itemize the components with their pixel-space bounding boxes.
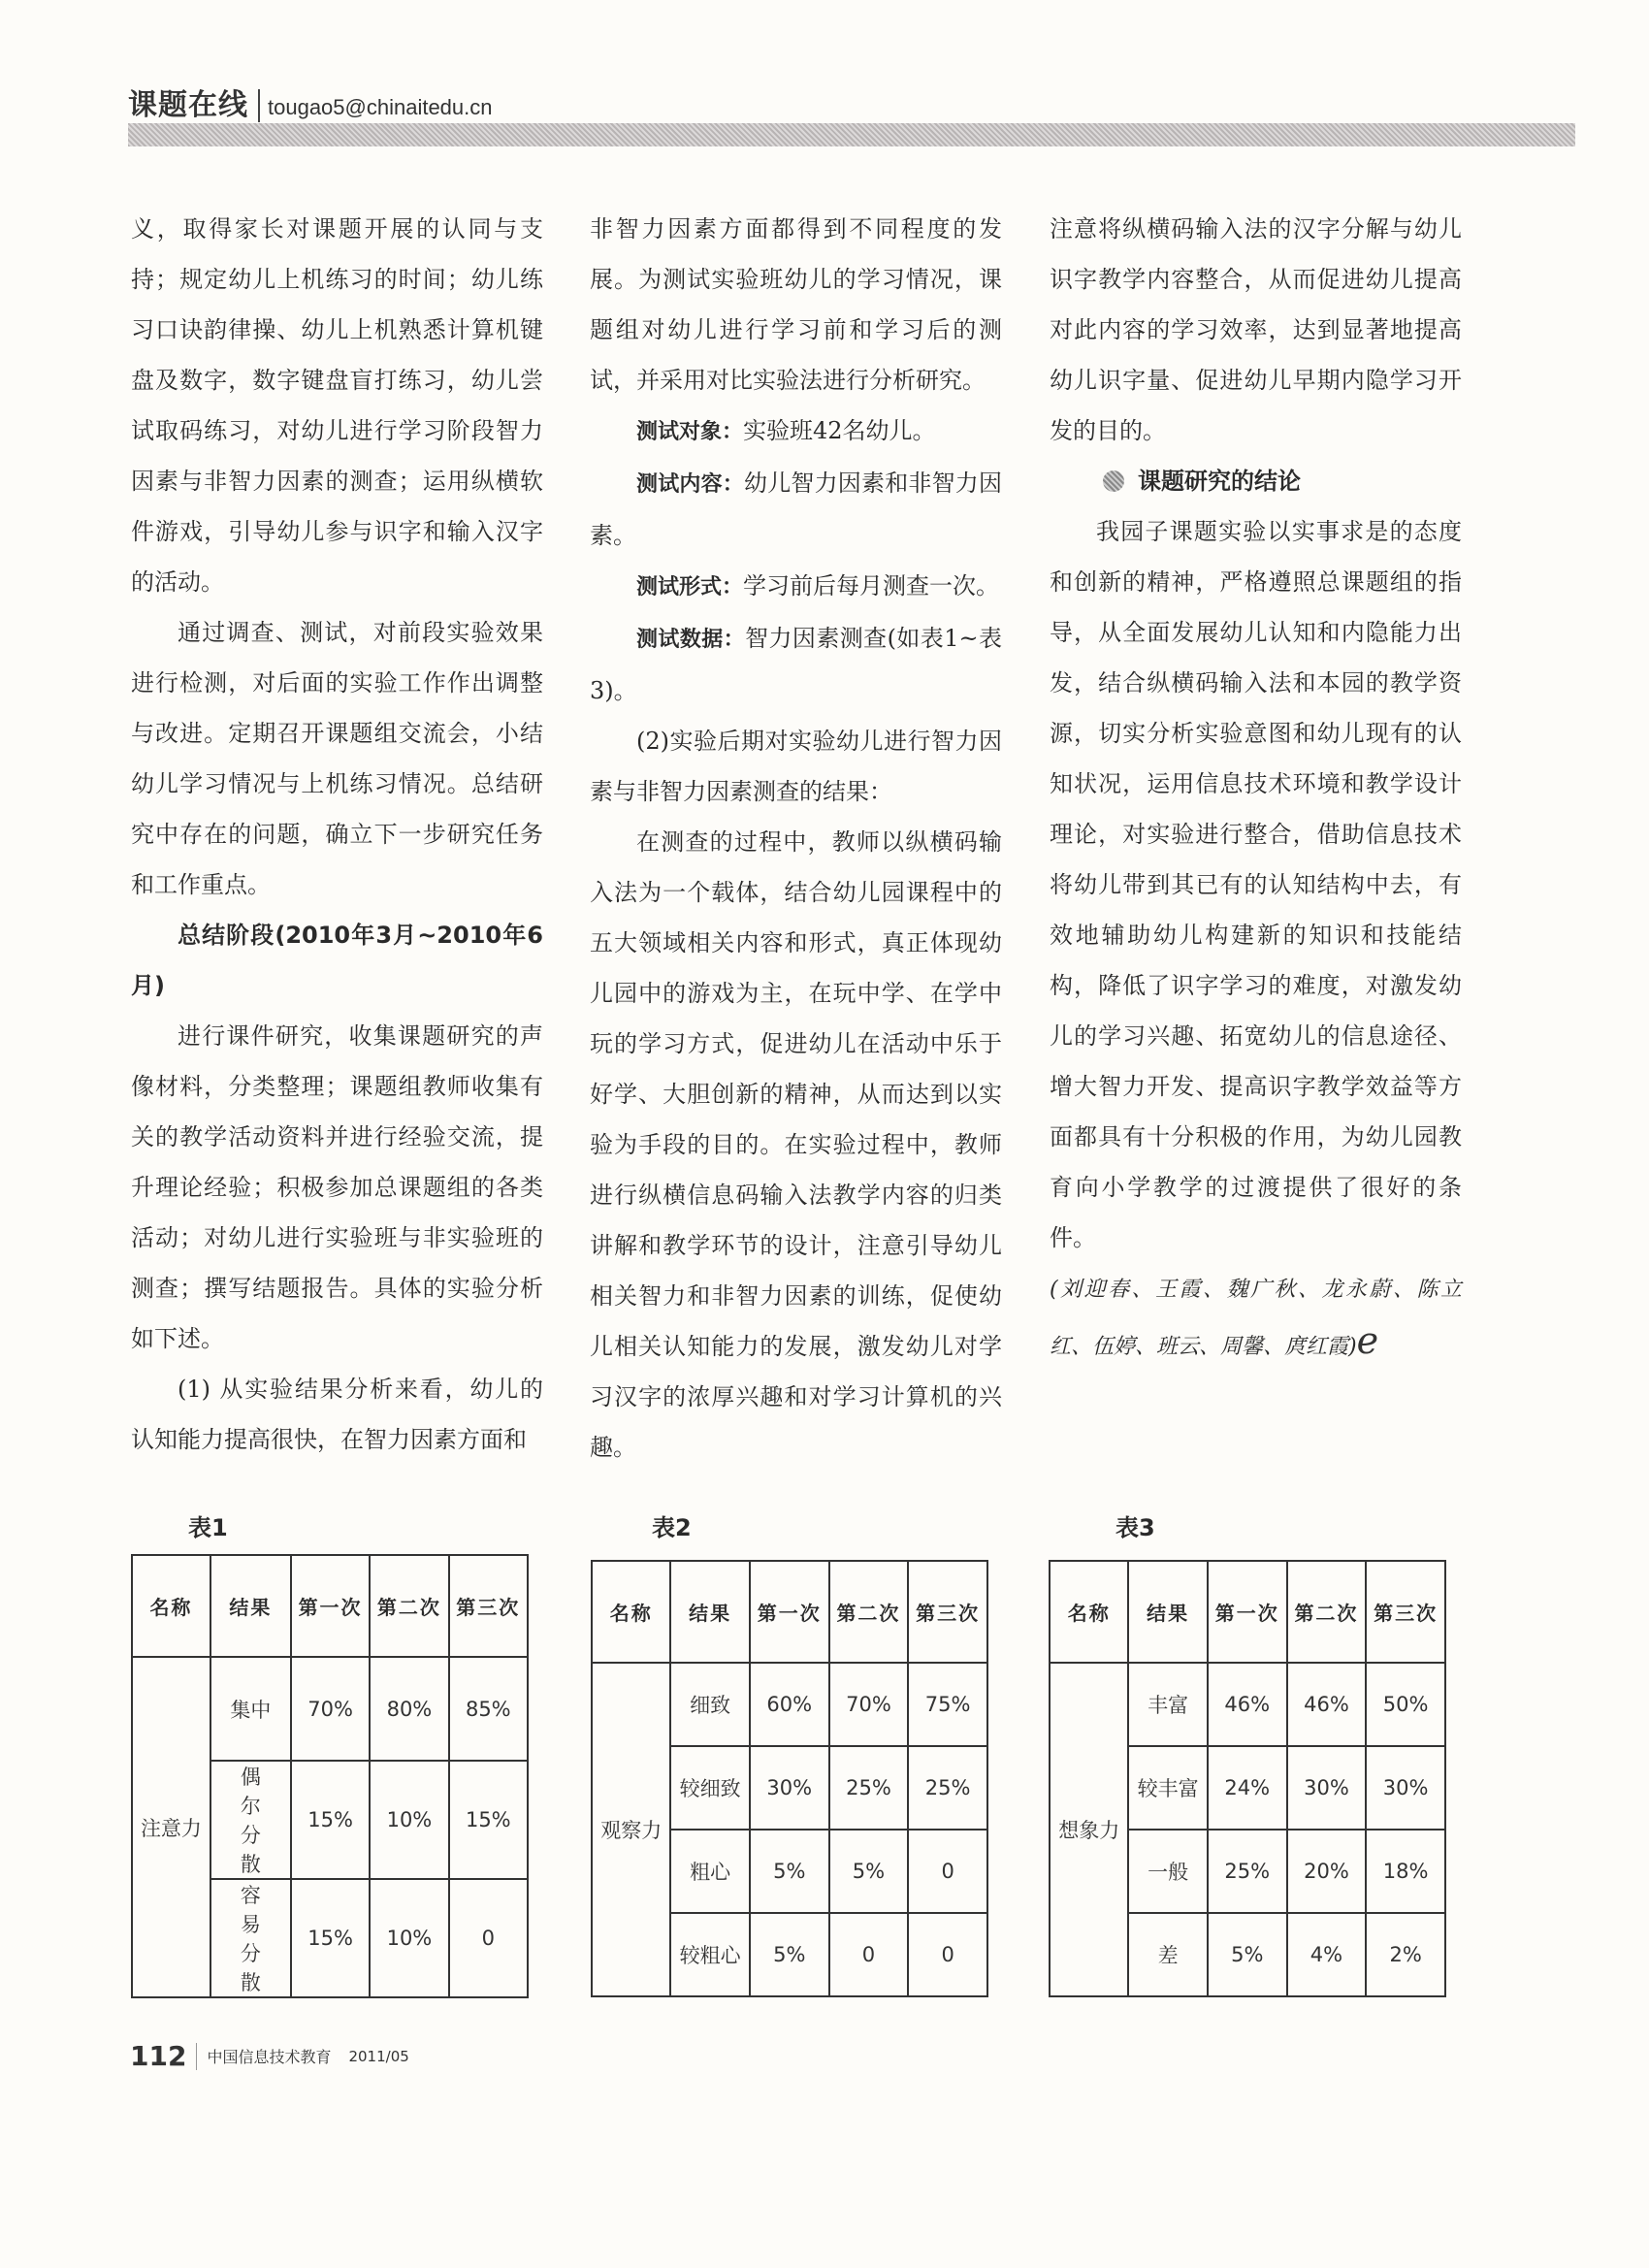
value-cell: 25% bbox=[1208, 1830, 1287, 1913]
table-header-row bbox=[132, 1555, 528, 1657]
value-cell: 70% bbox=[829, 1663, 909, 1746]
paragraph: 在测查的过程中，教师以纵横码输入法为一个载体，结合幼儿园课程中的五大领域相关内容和形式，真正体现幼儿园中的游戏为主，在玩中学、在学中玩的学习方式，促进幼儿在活动中乐于好学、大胆创新的精神，从而达到以实验为手段的目的。在实验过程中，教师进行纵横信息码输入法教学内容的归类讲解和教学环节的设计，注意引导幼儿相关智力和非智力因素的训练，促使幼儿相关认知能力的发展，激发幼儿对学习汉字的浓厚兴趣和对学习计算机的兴趣。 bbox=[590, 828, 1002, 1461]
test-item-subject bbox=[590, 405, 1002, 458]
section-heading bbox=[1050, 456, 1462, 506]
value-cell: 50% bbox=[1366, 1663, 1445, 1746]
value-cell: 46% bbox=[1208, 1663, 1287, 1746]
paragraph: 通过调查、测试，对前段实验效果进行检测，对后面的实验工作作出调整与改进。定期召开课题组交流会，小结幼儿学习情况与上机练习情况。总结研究中存在的问题，确立下一步研究任务和工作重点。 bbox=[131, 619, 543, 898]
header-cell: 第一次 bbox=[1208, 1561, 1287, 1663]
value-cell: 60% bbox=[750, 1663, 829, 1746]
result-cell: 细致 bbox=[670, 1663, 749, 1746]
value-cell: 20% bbox=[1287, 1830, 1367, 1913]
section-heading-text: 课题研究的结论 bbox=[1138, 468, 1301, 495]
footer-divider bbox=[196, 2043, 197, 2070]
test-item-label: 测试内容： bbox=[636, 472, 744, 497]
value-cell: 5% bbox=[1208, 1913, 1287, 1996]
page-number: 112 bbox=[130, 2040, 187, 2072]
text-column-3 bbox=[1050, 204, 1462, 1373]
value-cell: 30% bbox=[750, 1746, 829, 1830]
running-header bbox=[128, 83, 493, 122]
result-cell: 较细致 bbox=[670, 1746, 749, 1830]
value-cell: 25% bbox=[829, 1746, 909, 1830]
header-cell: 第二次 bbox=[829, 1561, 909, 1663]
test-item-text: 学习前后每月测查一次。 bbox=[743, 572, 1000, 599]
paragraph: (2)实验后期对实验幼儿进行智力因素与非智力因素测查的结果： bbox=[590, 728, 1002, 805]
test-item-label: 测试形式： bbox=[636, 575, 744, 599]
result-cell: 较粗心 bbox=[670, 1913, 749, 1996]
result-cell: 丰富 bbox=[1128, 1663, 1207, 1746]
value-cell: 30% bbox=[1287, 1746, 1367, 1830]
table-3-caption: 表3 bbox=[1116, 1514, 1155, 1541]
test-item-content bbox=[590, 458, 1002, 561]
value-cell: 25% bbox=[908, 1746, 987, 1830]
table-1 bbox=[131, 1554, 529, 1998]
value-cell: 2% bbox=[1366, 1913, 1445, 1996]
value-cell: 4% bbox=[1287, 1913, 1367, 1996]
header-cell: 第一次 bbox=[750, 1561, 829, 1663]
value-cell: 85% bbox=[449, 1657, 528, 1761]
category-cell: 观察力 bbox=[592, 1663, 670, 1996]
test-item-text: 幼儿智力因素和非智力因素。 bbox=[590, 470, 1002, 549]
authors: (刘迎春、王霞、魏广秋、龙永蔚、陈立红、伍婷、班云、周馨、庹红霞) bbox=[1050, 1278, 1462, 1359]
header-cell: 第三次 bbox=[1366, 1561, 1445, 1663]
table-row bbox=[1050, 1663, 1445, 1746]
table-header-row bbox=[1050, 1561, 1445, 1663]
value-cell: 0 bbox=[449, 1879, 528, 1997]
paragraph: 义，取得家长对课题开展的认同与支持；规定幼儿上机练习的时间；幼儿练习口诀韵律操、幼儿上机熟悉计算机键盘及数字，数字键盘盲打练习，幼儿尝试取码练习，对幼儿进行学习阶段智力因素与非智力因素的测查；运用纵横软件游戏，引导幼儿参与识字和输入汉字的活动。 bbox=[131, 215, 543, 596]
authors-line bbox=[1050, 1263, 1462, 1373]
table-row bbox=[132, 1657, 528, 1761]
end-mark-icon: e bbox=[1356, 1319, 1379, 1362]
result-cell: 集中 bbox=[210, 1657, 291, 1761]
header-cell: 第三次 bbox=[449, 1555, 528, 1657]
value-cell: 5% bbox=[829, 1830, 909, 1913]
result-cell: 粗心 bbox=[670, 1830, 749, 1913]
header-cell: 名称 bbox=[132, 1555, 210, 1657]
test-item-text: 实验班42名幼儿。 bbox=[743, 417, 936, 444]
value-cell: 0 bbox=[908, 1913, 987, 1996]
paragraph: 非智力因素方面都得到不同程度的发展。为测试实验班幼儿的学习情况，课题组对幼儿进行学习前和学习后的测试，并采用对比实验法进行分析研究。 bbox=[590, 215, 1002, 394]
result-cell: 偶尔分散 bbox=[210, 1761, 291, 1879]
value-cell: 5% bbox=[750, 1830, 829, 1913]
header-hatched-bar bbox=[128, 123, 1575, 146]
test-item-label: 测试数据： bbox=[636, 628, 746, 652]
header-cell: 第一次 bbox=[291, 1555, 370, 1657]
header-cell: 结果 bbox=[1128, 1561, 1207, 1663]
header-cell: 第二次 bbox=[1287, 1561, 1367, 1663]
value-cell: 5% bbox=[750, 1913, 829, 1996]
result-cell: 容易分散 bbox=[210, 1879, 291, 1997]
value-cell: 0 bbox=[829, 1913, 909, 1996]
paragraph: (1) 从实验结果分析来看，幼儿的认知能力提高很快，在智力因素方面和 bbox=[131, 1376, 543, 1453]
paragraph: 进行课件研究，收集课题研究的声像材料，分类整理；课题组教师收集有关的教学活动资料并进行经验交流，提升理论经验；积极参加总课题组的各类活动；对幼儿进行实验班与非实验班的测查；撰写结题报告。具体的实验分析如下述。 bbox=[131, 1022, 543, 1352]
result-cell: 一般 bbox=[1128, 1830, 1207, 1913]
text-column-2 bbox=[590, 204, 1002, 1473]
table-2 bbox=[591, 1560, 988, 1997]
category-cell: 想象力 bbox=[1050, 1663, 1128, 1996]
header-cell: 第二次 bbox=[370, 1555, 448, 1657]
section-name: 课题在线 bbox=[128, 88, 248, 122]
table-2-caption: 表2 bbox=[652, 1514, 692, 1541]
value-cell: 24% bbox=[1208, 1746, 1287, 1830]
header-cell: 名称 bbox=[1050, 1561, 1128, 1663]
value-cell: 15% bbox=[291, 1879, 370, 1997]
value-cell: 10% bbox=[370, 1761, 448, 1879]
test-item-form bbox=[590, 561, 1002, 613]
value-cell: 70% bbox=[291, 1657, 370, 1761]
value-cell: 30% bbox=[1366, 1746, 1445, 1830]
text-column-1 bbox=[131, 204, 543, 1465]
header-cell: 结果 bbox=[670, 1561, 749, 1663]
header-cell: 第三次 bbox=[908, 1561, 987, 1663]
paragraph: 我园子课题实验以实事求是的态度和创新的精神，严格遵照总课题组的指导，从全面发展幼儿认知和内隐能力出发，结合纵横码输入法和本园的教学资源，切实分析实验意图和幼儿现有的认知状况，运用信息技术环境和教学设计理论，对实验进行整合，借助信息技术将幼儿带到其已有的认知结构中去，有效地辅助幼儿构建新的知识和技能结构，降低了识字学习的难度，对激发幼儿的学习兴趣、拓宽幼儿的信息途径、增大智力开发、提高识字教学效益等方面都具有十分积极的作用，为幼儿园教育向小学教学的过渡提供了很好的条件。 bbox=[1050, 518, 1462, 1251]
table-1-caption: 表1 bbox=[188, 1514, 228, 1541]
header-cell: 结果 bbox=[210, 1555, 291, 1657]
header-divider bbox=[258, 89, 260, 122]
value-cell: 18% bbox=[1366, 1830, 1445, 1913]
result-cell: 较丰富 bbox=[1128, 1746, 1207, 1830]
value-cell: 0 bbox=[908, 1830, 987, 1913]
value-cell: 46% bbox=[1287, 1663, 1367, 1746]
test-item-text: 智力因素测查(如表1~表3)。 bbox=[590, 625, 1002, 704]
result-cell: 差 bbox=[1128, 1913, 1207, 1996]
bullet-dot-icon bbox=[1103, 470, 1124, 492]
test-item-label: 测试对象： bbox=[636, 420, 744, 444]
header-cell: 名称 bbox=[592, 1561, 670, 1663]
table-header-row bbox=[592, 1561, 987, 1663]
value-cell: 80% bbox=[370, 1657, 448, 1761]
submission-email: tougao5@chinaitedu.cn bbox=[268, 95, 493, 119]
value-cell: 10% bbox=[370, 1879, 448, 1997]
stage-heading: 总结阶段(2010年3月~2010年6月) bbox=[131, 922, 543, 999]
issue-date: 2011/05 bbox=[348, 2047, 409, 2065]
journal-name: 中国信息技术教育 bbox=[207, 2048, 332, 2066]
value-cell: 15% bbox=[291, 1761, 370, 1879]
value-cell: 75% bbox=[908, 1663, 987, 1746]
table-3 bbox=[1049, 1560, 1446, 1997]
table-row bbox=[592, 1663, 987, 1746]
page-footer bbox=[130, 2040, 409, 2072]
value-cell: 15% bbox=[449, 1761, 528, 1879]
paragraph: 注意将纵横码输入法的汉字分解与幼儿识字教学内容整合，从而促进幼儿提高对此内容的学习效率，达到显著地提高幼儿识字量、促进幼儿早期内隐学习开发的目的。 bbox=[1050, 215, 1462, 444]
test-item-data bbox=[590, 613, 1002, 716]
category-cell: 注意力 bbox=[132, 1657, 210, 1997]
